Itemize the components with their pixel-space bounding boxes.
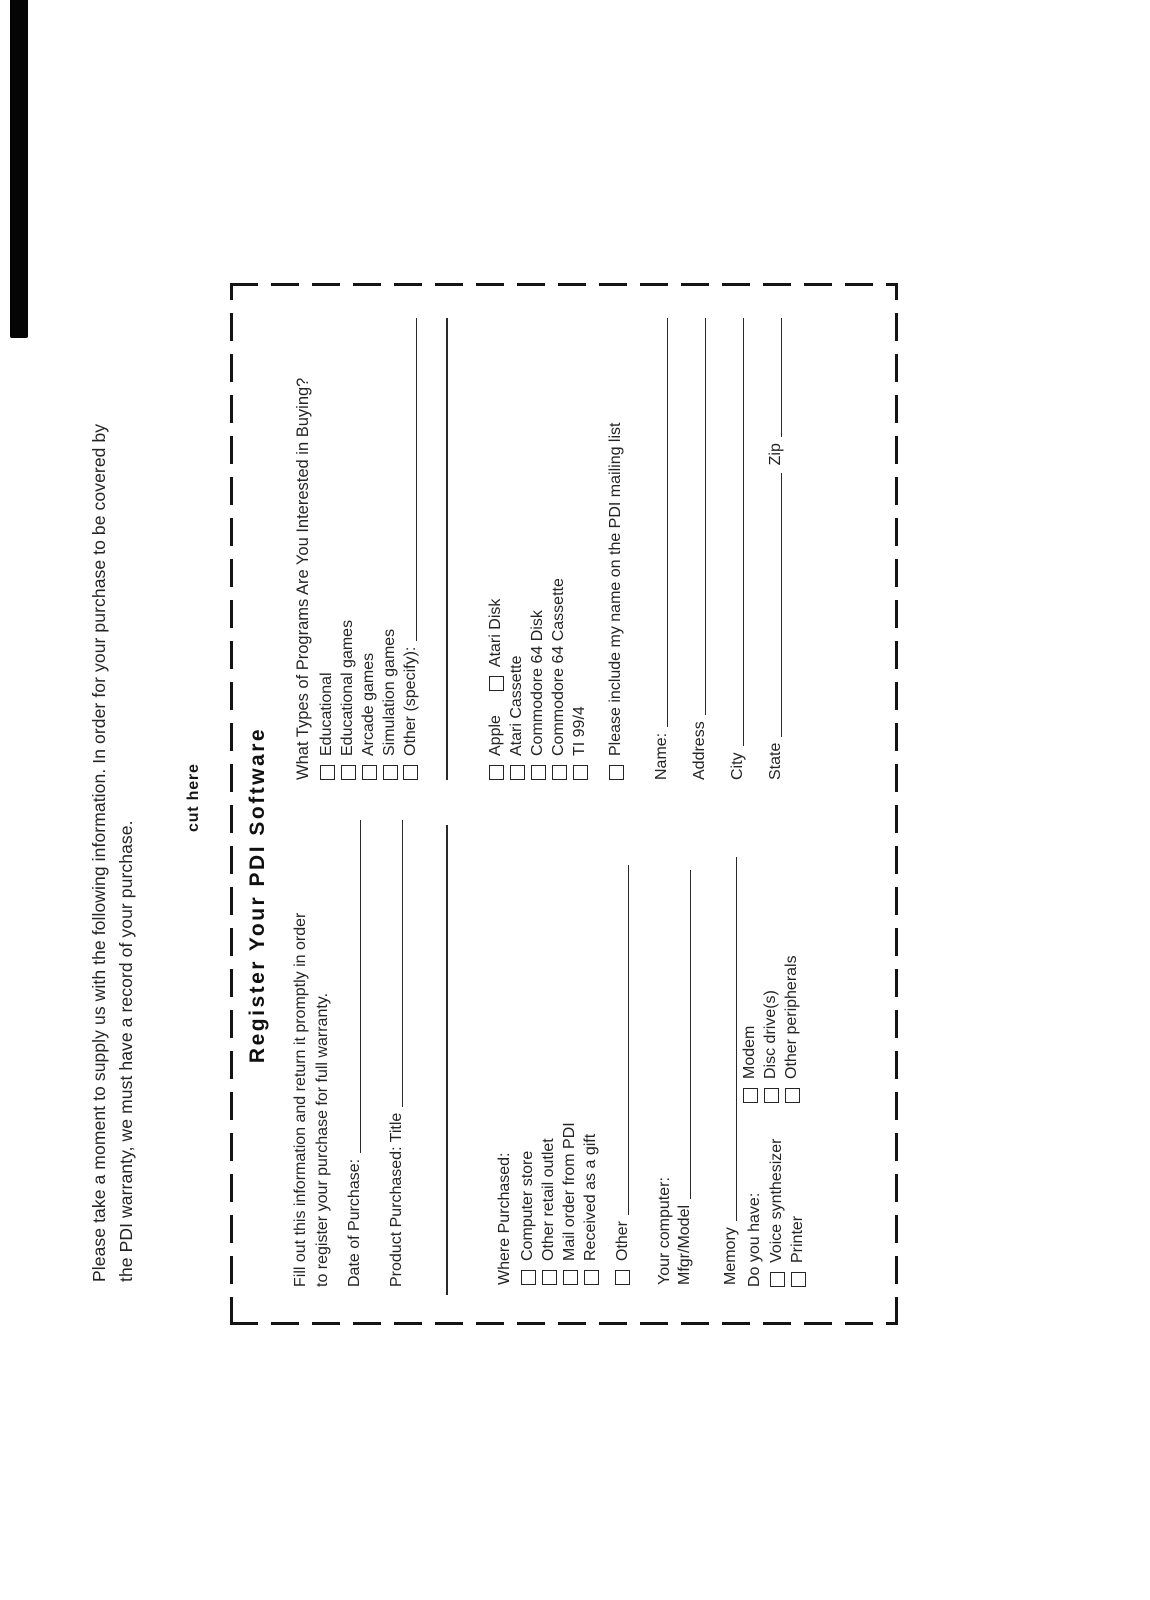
- checkbox-icon: [785, 1088, 800, 1103]
- mfgr-model-label: Mfgr/Model: [676, 1204, 693, 1285]
- address-blank: [705, 318, 706, 715]
- other-label: Other: [614, 1220, 631, 1261]
- where-purchased-label: Where Purchased:: [496, 1152, 513, 1285]
- mfgr-model-blank: [690, 870, 691, 1199]
- option-modem: [741, 1026, 759, 1103]
- other-specify-blank: [416, 318, 417, 641]
- option-label: Arcade games: [360, 652, 377, 756]
- memory-blank: [736, 857, 737, 1221]
- date-of-purchase-field: [346, 820, 364, 1287]
- checkbox-icon: [770, 1272, 785, 1287]
- checkbox-icon: [403, 765, 418, 780]
- option-educational-games: [339, 620, 357, 780]
- zip-blank: [781, 318, 782, 437]
- option-label: Atari Cassette: [508, 655, 525, 756]
- date-of-purchase-blank: [360, 820, 361, 1153]
- option-disc-drives: [762, 990, 780, 1103]
- city-field: [729, 318, 747, 780]
- interest-question: What Types of Programs Are You Interested in Buying?: [294, 377, 312, 780]
- instructions-line-2: to register your purchase for full warranty.: [314, 992, 331, 1287]
- checkbox-icon: [383, 765, 398, 780]
- option-computer-store: [519, 1151, 537, 1285]
- checkbox-icon: [552, 765, 567, 780]
- option-label: Commodore 64 Disk: [529, 610, 546, 756]
- product-purchased-blank: [402, 820, 403, 1107]
- other-blank: [628, 865, 629, 1215]
- address-field: [691, 318, 709, 780]
- checkbox-icon: [341, 765, 356, 780]
- address-label: Address: [691, 721, 708, 780]
- option-voice-synthesizer: [768, 1138, 786, 1287]
- checkbox-icon: [743, 1088, 758, 1103]
- intro-paragraph: [86, 312, 140, 1282]
- memory-field: [722, 857, 740, 1285]
- checkbox-icon: [531, 765, 546, 780]
- option-printer: [789, 1216, 807, 1287]
- option-label: Simulation games: [381, 628, 398, 756]
- option-received-as-a-gift: [582, 1134, 600, 1285]
- option-apple-atari-disk-row: [487, 599, 505, 780]
- checkbox-icon: [521, 1270, 536, 1285]
- option-label: Other peripherals: [783, 955, 800, 1079]
- option-label: Please include my name on the PDI mailing list: [607, 422, 624, 756]
- instructions-line-1: Fill out this information and return it promptly in order: [292, 912, 309, 1287]
- card-border-bottom: [895, 283, 898, 1325]
- registration-card: [230, 283, 898, 1325]
- option-arcade-games: [360, 653, 378, 780]
- mfgr-model-field: [676, 870, 694, 1285]
- other-specify-field: [402, 318, 420, 780]
- other-specify-label: Other (specify):: [402, 646, 419, 756]
- option-label: TI 99/4: [571, 706, 588, 756]
- option-simulation-games: [381, 629, 399, 780]
- checkbox-icon: [791, 1272, 806, 1287]
- option-label: Disc drive(s): [762, 990, 779, 1079]
- your-computer-label: Your computer:: [656, 1177, 673, 1285]
- name-blank: [667, 318, 668, 727]
- product-purchased-label: Product Purchased: Title: [388, 1112, 405, 1287]
- state-blank: [781, 473, 782, 736]
- date-of-purchase-label: Date of Purchase:: [346, 1158, 363, 1287]
- option-mail-order-from-pdi: [561, 1122, 579, 1285]
- option-label: Mail order from PDI: [561, 1122, 578, 1261]
- option-label: Other retail outlet: [540, 1138, 557, 1261]
- name-label: Name:: [653, 732, 670, 780]
- checkbox-icon: [615, 1270, 630, 1285]
- option-commodore-64-disk: [529, 610, 547, 780]
- option-mailing-list: [607, 423, 625, 781]
- checkbox-icon: [489, 676, 504, 691]
- option-label: Educational games: [339, 619, 356, 756]
- cut-here-label: cut here: [185, 763, 202, 832]
- checkbox-icon: [563, 1270, 578, 1285]
- checkbox-icon: [510, 765, 525, 780]
- zip-label: Zip: [767, 443, 784, 466]
- card-border-right: [230, 283, 898, 286]
- checkbox-icon: [584, 1270, 599, 1285]
- left-column-divider: [446, 825, 448, 1295]
- right-column-divider: [446, 318, 448, 780]
- option-label: Modem: [741, 1025, 758, 1079]
- checkbox-icon: [764, 1088, 779, 1103]
- option-commodore-64-cassette: [550, 578, 568, 780]
- card-border-top: [230, 283, 233, 1325]
- intro-line-1: Please take a moment to supply us with the following information. In order for your purchase to be covered by: [89, 423, 109, 1282]
- memory-label: Memory: [722, 1227, 739, 1285]
- name-field: [653, 318, 671, 780]
- option-label: Apple: [487, 715, 504, 756]
- do-you-have-label: Do you have:: [746, 1192, 763, 1287]
- option-label: Atari Disk: [487, 598, 504, 668]
- option-educational: [318, 672, 336, 780]
- checkbox-icon: [609, 765, 624, 780]
- option-label: Educational: [318, 672, 335, 756]
- product-purchased-field: [388, 820, 406, 1287]
- city-blank: [743, 318, 744, 746]
- option-label: Voice synthesizer: [768, 1138, 785, 1263]
- option-label: Printer: [789, 1215, 806, 1263]
- card-title: Register Your PDI Software: [246, 726, 269, 1064]
- option-label: Commodore 64 Cassette: [550, 578, 567, 756]
- checkbox-icon: [573, 765, 588, 780]
- option-label: Received as a gift: [582, 1133, 599, 1261]
- option-other-peripherals: [783, 955, 801, 1103]
- city-label: City: [729, 752, 746, 780]
- checkbox-icon: [489, 765, 504, 780]
- checkbox-icon: [362, 765, 377, 780]
- checkbox-icon: [320, 765, 335, 780]
- option-ti-99-4: [571, 706, 589, 780]
- state-label: State: [767, 742, 784, 780]
- checkbox-icon: [542, 1270, 557, 1285]
- option-label: Computer store: [519, 1150, 536, 1261]
- intro-line-2: the PDI warranty, we must have a record of your purchase.: [116, 820, 136, 1282]
- option-other-retail-outlet: [540, 1138, 558, 1285]
- option-atari-cassette: [508, 656, 526, 780]
- other-purchase-field: [614, 865, 632, 1285]
- card-border-left: [230, 1322, 898, 1325]
- state-zip-field: [767, 318, 785, 780]
